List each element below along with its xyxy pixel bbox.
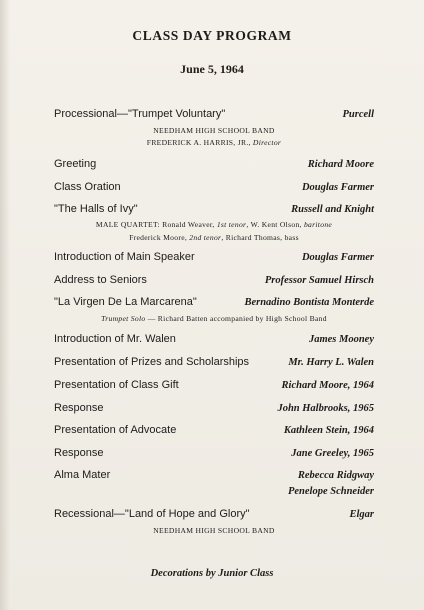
director-role: Director — [252, 138, 282, 147]
item-title: Greeting — [54, 158, 97, 170]
item-performer: Bernadino Bontista Monterde — [244, 297, 374, 308]
band-credit: NEEDHAM HIGH SCHOOL BAND — [153, 126, 275, 135]
solo-text: — Richard Batten accompanied by High School Band — [145, 314, 327, 323]
quartet-text: , W. Kent Olson, — [246, 220, 304, 229]
paper-fold-shadow — [0, 0, 10, 610]
item-performer: Douglas Farmer — [301, 252, 374, 263]
quartet-credit-line1 — [54, 220, 374, 229]
program-item — [54, 379, 374, 395]
item-title: Class Oration — [54, 181, 121, 193]
band-credit: NEEDHAM HIGH SCHOOL BAND — [153, 526, 275, 535]
program-item — [54, 296, 374, 312]
item-performer: Purcell — [342, 109, 374, 120]
item-performer: James Mooney — [308, 334, 374, 345]
item-title: Response — [54, 447, 104, 459]
director-name: FREDERICK A. HARRIS, JR., — [146, 138, 253, 147]
item-performer: Richard Moore, 1964 — [281, 380, 374, 391]
item-performer: Rebecca Ridgway — [297, 470, 374, 481]
program-item — [54, 251, 374, 267]
program-item — [54, 333, 374, 349]
program-item — [54, 181, 374, 197]
quartet-part: baritone — [303, 220, 333, 229]
item-performer: Elgar — [349, 509, 374, 520]
item-performer: Richard Moore — [307, 159, 374, 170]
program-item — [54, 469, 374, 485]
item-performer: Jane Greeley, 1965 — [291, 448, 374, 459]
program-item — [54, 447, 374, 463]
program-date: June 5, 1964 — [180, 62, 244, 76]
footer-note: Decorations by Junior Class — [150, 568, 274, 579]
solo-label: Trumpet Solo — [101, 314, 146, 323]
program-item — [54, 158, 374, 174]
item-title: Introduction of Mr. Walen — [54, 333, 176, 345]
program-item — [54, 108, 374, 124]
program-item — [54, 402, 374, 418]
program-item — [54, 356, 374, 372]
quartet-part: 1st tenor — [216, 220, 247, 229]
quartet-text: Frederick Moore, — [129, 233, 190, 242]
program-item — [54, 486, 374, 502]
trumpet-solo-credit — [54, 314, 374, 323]
quartet-text: MALE QUARTET: Ronald Weaver, — [95, 220, 217, 229]
item-title: "La Virgen De La Marcarena" — [54, 296, 197, 308]
program-item — [54, 508, 374, 524]
item-title: Alma Mater — [54, 469, 111, 481]
program-item — [54, 203, 374, 219]
item-title: Presentation of Class Gift — [54, 379, 179, 391]
item-title: Presentation of Advocate — [54, 424, 177, 436]
item-title: Presentation of Prizes and Scholarships — [54, 356, 250, 368]
program-item — [54, 424, 374, 440]
quartet-credit-line2 — [54, 233, 374, 242]
item-title: Address to Seniors — [54, 274, 147, 286]
program-title: CLASS DAY PROGRAM — [132, 28, 292, 43]
item-title: "The Halls of Ivy" — [54, 203, 138, 215]
item-title: Processional—"Trumpet Voluntary" — [54, 108, 226, 120]
item-title: Introduction of Main Speaker — [54, 251, 195, 263]
item-performer: Professor Samuel Hirsch — [264, 275, 374, 286]
item-performer: Mr. Harry L. Walen — [288, 357, 374, 368]
item-title: Response — [54, 402, 104, 414]
item-performer: Penelope Schneider — [287, 486, 374, 497]
program-item — [54, 274, 374, 290]
item-title: Recessional—"Land of Hope and Glory" — [54, 508, 250, 520]
quartet-text: , Richard Thomas, bass — [221, 233, 299, 242]
quartet-part: 2nd tenor — [189, 233, 222, 242]
item-performer: Douglas Farmer — [301, 182, 374, 193]
item-performer: Kathleen Stein, 1964 — [283, 425, 374, 436]
item-performer: Russell and Knight — [291, 204, 374, 215]
director-credit — [54, 138, 374, 147]
item-performer: John Halbrooks, 1965 — [277, 403, 374, 414]
